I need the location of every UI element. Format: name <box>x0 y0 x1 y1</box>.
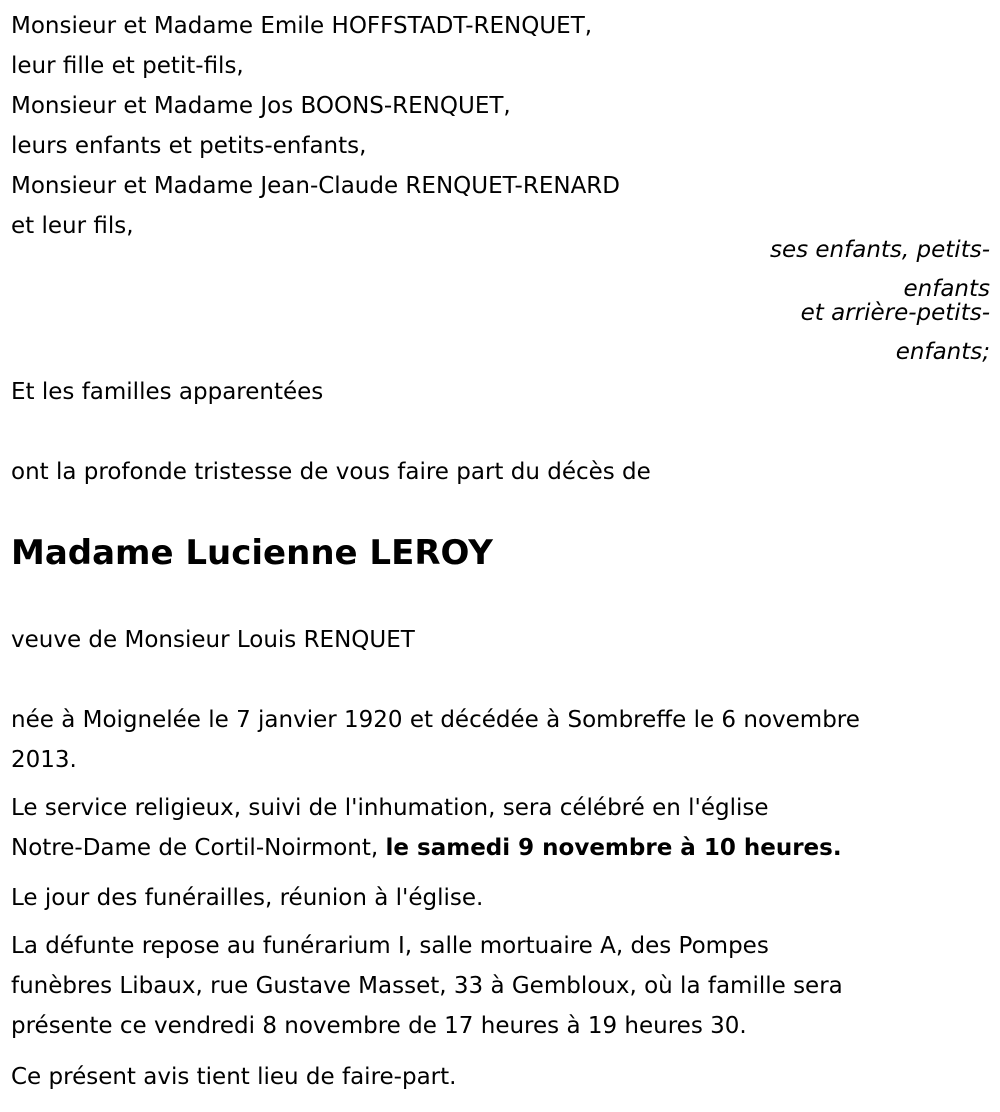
service-line: Le service religieux, suivi de l'inhumation, sera célébré en l'église <box>11 795 769 821</box>
closing-note: Ce présent avis tient lieu de faire-part. <box>11 1064 457 1090</box>
family-line: leurs enfants et petits-enfants, <box>11 133 367 159</box>
service-line <box>11 828 842 868</box>
family-line: Monsieur et Madame Jos BOONS-RENQUET, <box>11 93 511 119</box>
viewing-line: funèbres Libaux, rue Gustave Masset, 33 à Gembloux, où la famille sera <box>11 973 843 999</box>
widow-of: veuve de Monsieur Louis RENQUET <box>11 627 415 653</box>
announcement: ont la profonde tristesse de vous faire part du décès de <box>11 459 651 485</box>
relation-line: ses enfants, petits- <box>769 237 990 263</box>
extended-family: Et les familles apparentées <box>11 379 324 405</box>
family-line: et leur fils, <box>11 213 134 239</box>
service-location: Notre-Dame de Cortil-Noirmont, <box>11 835 386 861</box>
viewing-line: La défunte repose au funérarium I, salle mortuaire A, des Pompes <box>11 933 769 959</box>
service-date-time: le samedi 9 novembre à 10 heures. <box>385 835 842 861</box>
gathering-info: Le jour des funérailles, réunion à l'église. <box>11 885 484 911</box>
deceased-name: Madame Lucienne LEROY <box>11 533 493 573</box>
viewing-line: présente ce vendredi 8 novembre de 17 heures à 19 heures 30. <box>11 1013 747 1039</box>
family-line: leur fille et petit-fils, <box>11 53 244 79</box>
birth-death-line: née à Moignelée le 7 janvier 1920 et décédée à Sombreffe le 6 novembre <box>11 707 860 733</box>
relation-line: enfants <box>903 276 990 302</box>
family-line: Monsieur et Madame Emile HOFFSTADT-RENQUET, <box>11 13 593 39</box>
birth-death-line: 2013. <box>11 747 77 773</box>
relation-line: enfants; <box>895 339 990 365</box>
family-line: Monsieur et Madame Jean-Claude RENQUET-RENARD <box>11 173 620 199</box>
relation-line: et arrière-petits- <box>800 300 990 326</box>
